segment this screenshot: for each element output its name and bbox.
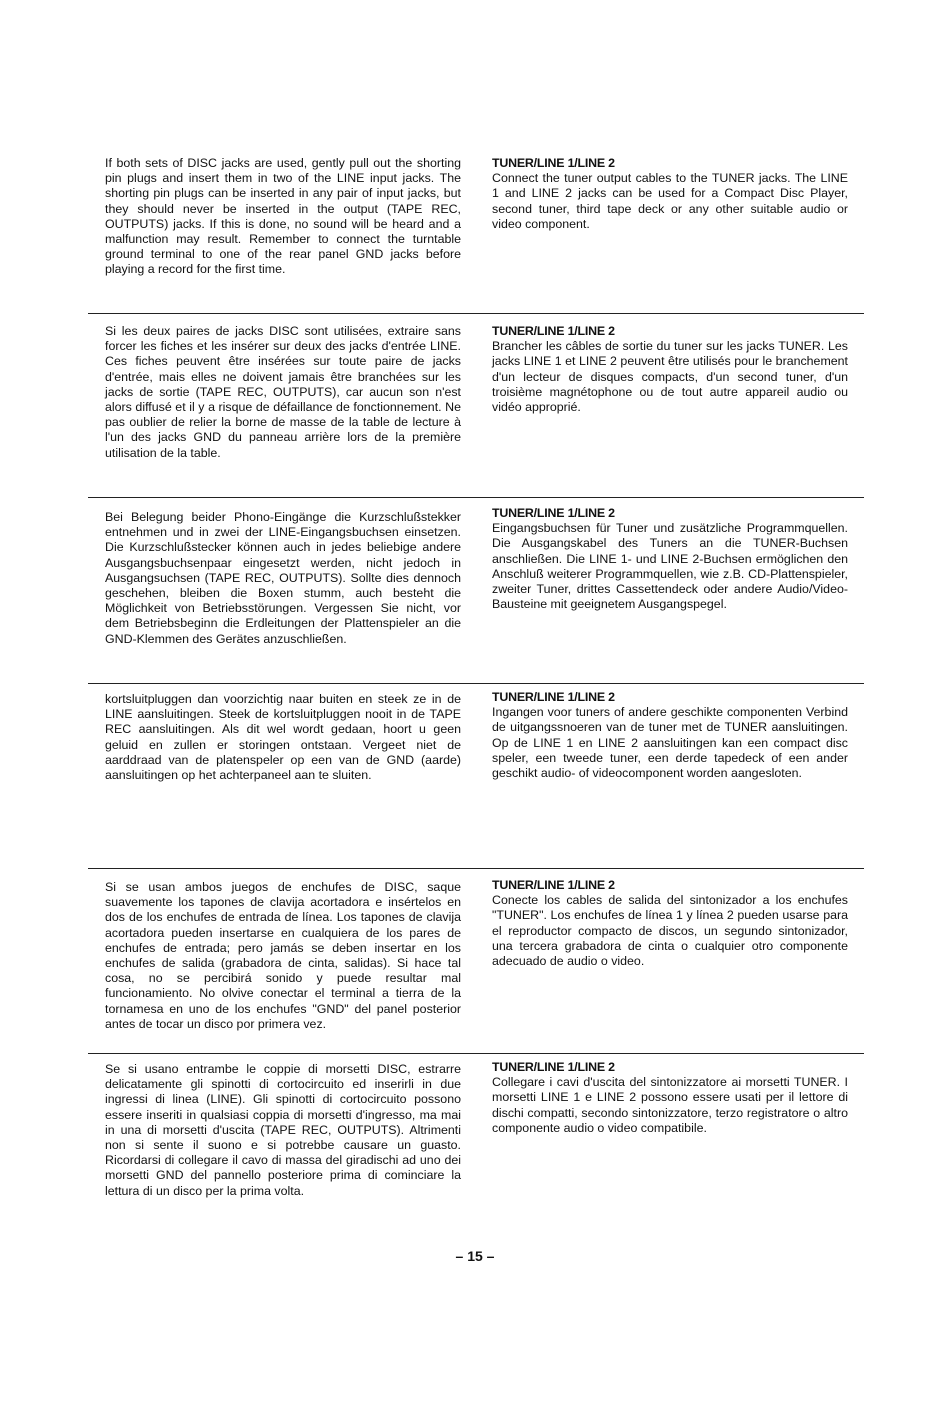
divider-rule-4 [88, 868, 864, 869]
dutch-heading: TUNER/LINE 1/LINE 2 [492, 690, 615, 704]
german-heading: TUNER/LINE 1/LINE 2 [492, 506, 615, 520]
dutch-left-paragraph: kortsluitpluggen dan voorzichtig naar buiten en steek ze in de LINE aansluitingen. Steek de kortsluitpluggen nooit in de TAPE REC aansluitingen. Als dit wel wordt gedaan, hoort u geen geluid en zullen er storingen ontstaan. Vergeet niet de aarddraad van de platenspeler op een van de GND (aarde) aansluitingen op het achterpaneel aan te sluiten. [105, 692, 461, 783]
english-right-column [492, 156, 848, 232]
dutch-right-column [492, 690, 848, 781]
divider-rule-2 [88, 497, 864, 498]
english-left-paragraph: If both sets of DISC jacks are used, gently pull out the shorting pin plugs and insert them in two of the LINE input jacks. The shorting pin plugs can be inserted in any pair of input jacks, but they should never be inserted in the output (TAPE REC, OUTPUTS) jacks. If this is done, no sound will be heard and a malfunction may result. Remember to connect the turntable ground terminal to one of the rear panel GND jacks before playing a record for the first time. [105, 156, 461, 277]
french-left-paragraph: Si les deux paires de jacks DISC sont utilisées, extraire sans forcer les fiches et les insérer sur deux des jacks d'entrée LINE. Ces fiches peuvent être insérées sur toute paire de jacks d'entrée, mais elles ne doivent jamais être branchées sur les jacks de sortie (TAPE REC, OUTPUTS), car aucun son n'est alors diffusé et il y a risque de défaillance de fonctionnement. Ne pas oublier de relier la borne de masse de la table de lecture à l'un des jacks GND du panneau arrière lors de la première utilisation de la table. [105, 324, 461, 460]
divider-rule-1 [88, 313, 864, 314]
page-number: – 15 – [455, 1248, 495, 1264]
german-right-column [492, 506, 848, 612]
german-right-paragraph: Eingangsbuchsen für Tuner und zusätzliche Programmquellen. Die Ausgangskabel des Tuners an die TUNER-Buchsen anschließen. Die LINE 1- und LINE 2-Buchsen ermöglichen den Anschluß weiterer Programmquellen, wie z.B. CD-Plattenspieler, zweiter Tuner, drittes Cassettendeck oder andere Audio/Video-Bausteine mit geeignetem Ausgangspegel. [492, 521, 848, 612]
french-heading: TUNER/LINE 1/LINE 2 [492, 324, 615, 338]
german-left-paragraph: Bei Belegung beider Phono-Eingänge die Kurzschlußstekker entnehmen und in zwei der LINE-Eingangsbuchsen einsetzen. Die Kurzschlußstecker können auch in jedes beliebige andere Ausgangsbuchsenpaar eingesetzt werden, nicht jedoch in Ausgangsuchsen (TAPE REC, OUTPUTS). Sollte dies dennoch geschehen, bleiben die Boxen stumm, auch besteht die Möglichkeit von Betriebsstörungen. Vergessen Sie nicht, vor dem Betriebsbeginn die Erdleitungen der Plattenspieler an die GND-Klemmen des Gerätes anzuschließen. [105, 510, 461, 646]
spanish-right-paragraph: Conecte los cables de salida del sintonizador a los enchufes "TUNER". Los enchufes de línea 1 y línea 2 pueden usarse para el reproductor compacto de discos, un segundo sintonizador, una tercera grabadora de cinta o cualquier otro componente adecuado de audio o video. [492, 893, 848, 969]
spanish-right-column [492, 878, 848, 969]
french-right-paragraph: Brancher les câbles de sortie du tuner sur les jacks TUNER. Les jacks LINE 1 et LINE 2 peuvent être utilisés pour le branchement d'un lecteur de disques compacts, d'un second tuner, d'un troisième magnétophone ou de tout autre appareil audio ou vidéo approprié. [492, 339, 848, 415]
english-right-paragraph: Connect the tuner output cables to the TUNER jacks. The LINE 1 and LINE 2 jacks can be used for a Compact Disc Player, second tuner, third tape deck or any other suitable audio or video component. [492, 171, 848, 231]
spanish-heading: TUNER/LINE 1/LINE 2 [492, 878, 615, 892]
italian-right-column [492, 1060, 848, 1136]
french-right-column [492, 324, 848, 415]
divider-rule-3 [88, 683, 864, 684]
italian-right-paragraph: Collegare i cavi d'uscita del sintonizzatore ai morsetti TUNER. I morsetti LINE 1 e LINE 2 possono essere usati per il lettore di dischi compatti, secondo sintonizzatore, terzo registratore o altro componente audio o video compatibile. [492, 1075, 848, 1135]
italian-heading: TUNER/LINE 1/LINE 2 [492, 1060, 615, 1074]
spanish-left-paragraph: Si se usan ambos juegos de enchufes de DISC, saque suavemente los tapones de clavija acortadora e insértelos en dos de los enchufes de entrada de línea. Los tapones de clavija acortadora pueden insertarse en cualquiera de los pares de enchufes de entrada; pero jamás se deben insertar en los enchufes de salida (grabadora de cinta, salidas). Si hace tal cosa, no se percibirá sonido y puede resultar mal funcionamiento. No olvive conectar el terminal a tierra de la tornamesa en uno de los enchufes "GND" del panel posterior antes de tocar un disco por primera vez. [105, 880, 461, 1031]
divider-rule-5 [88, 1053, 864, 1054]
dutch-right-paragraph: Ingangen voor tuners of andere geschikte componenten Verbind de uitgangssnoeren van de tuner met de TUNER aansluitingen. Op de LINE 1 en LINE 2 aansluitingen kan een compact disc speler, een tweede tuner, een derde tapedeck of een ander geschikt audio- of videocomponent worden aangesloten. [492, 705, 848, 781]
english-heading: TUNER/LINE 1/LINE 2 [492, 156, 615, 170]
italian-left-paragraph: Se si usano entrambe le coppie di morsetti DISC, estrarre delicatamente gli spinotti di cortocircuito ed inserirli in due ingressi di linea (LINE). Gli spinotti di cortocircuito possono essere inseriti in qualsiasi coppia di morsetti d'ingresso, ma mai in una di morsetti d'uscita (TAPE REC, OUTPUTS). Altrimenti non si sente il suono e si potrebbe causare un guasto. Ricordarsi di collegare il cavo di massa del giradischi ad uno dei morsetti GND del pannello posteriore prima di cominciare la lettura di un disco per la prima volta. [105, 1062, 461, 1198]
